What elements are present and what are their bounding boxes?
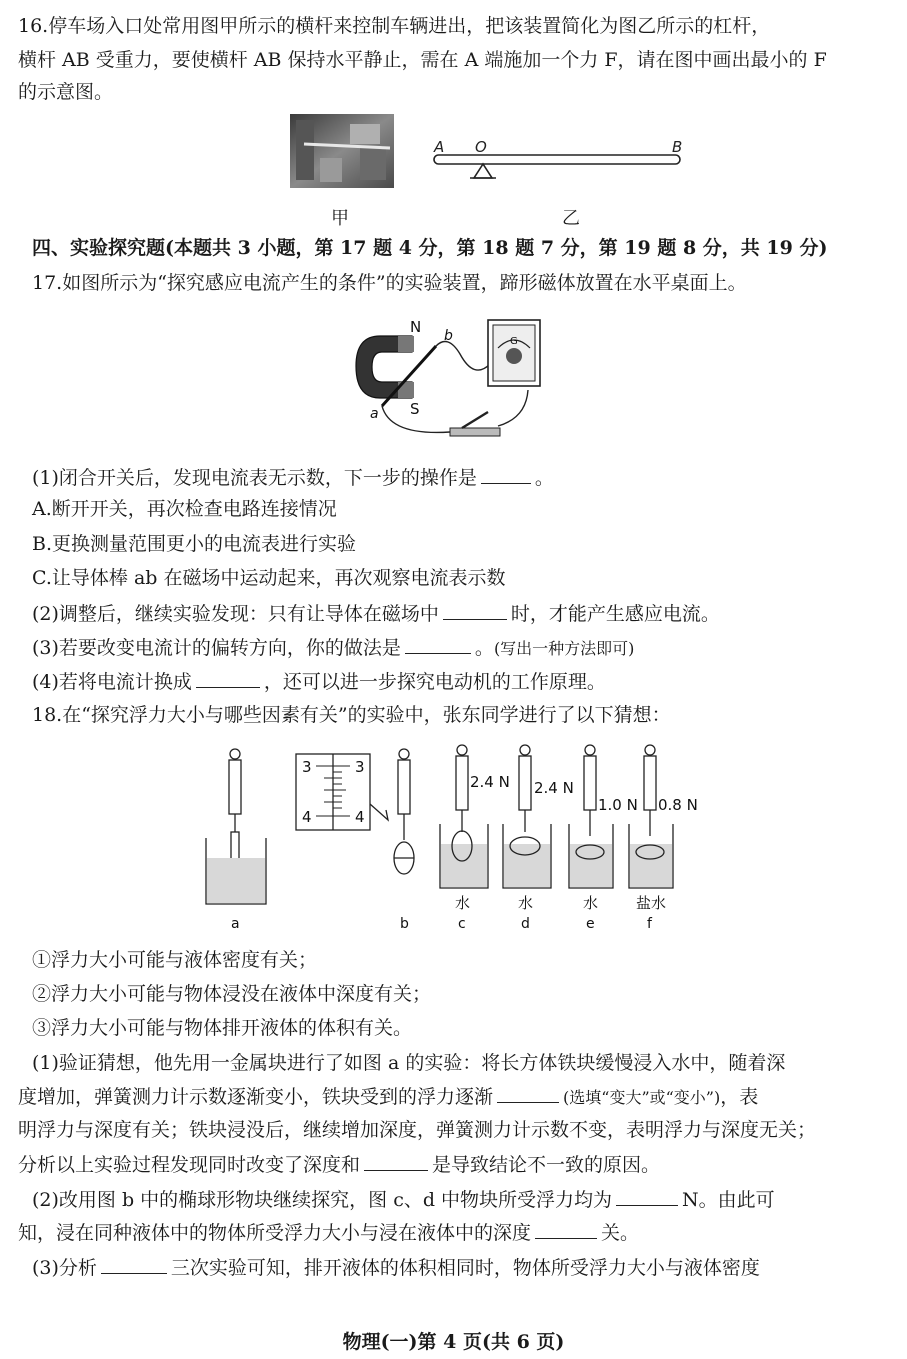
label-a: A [434,138,445,156]
liquid-c: 水 [455,894,471,912]
label-fig-a: a [231,916,240,932]
fig-s-pole: S [410,400,420,418]
q17-stem: 17.如图所示为“探究感应电流产生的条件”的实验装置，蹄形磁体放置在水平桌面上。 [32,272,747,294]
q18-part2-line1: (2)改用图 b 中的椭球形物块继续探究，图 c、d 中物块所受浮力均为 N。由此可 [32,1189,775,1211]
answer-blank[interactable] [196,669,260,688]
answer-blank[interactable] [616,1187,678,1206]
q17-option-a: A.断开开关，再次检查电路连接情况 [32,498,337,520]
label-fig-d: d [521,916,530,932]
answer-blank[interactable] [535,1220,597,1239]
q18-stem: 18.在“探究浮力大小与哪些因素有关”的实验中，张东同学进行了以下猜想： [32,704,671,726]
section-heading: 四、实验探究题(本题共 3 小题，第 17 题 4 分，第 18 题 7 分，第 19 题 8 分，共 19 分) [32,237,828,259]
guess-1: ①浮力大小可能与液体密度有关； [32,949,318,971]
q16-line-1: 16.停车场入口处常用图甲所示的横杆来控制车辆进出，把该装置简化为图乙所示的杠杆， [18,15,771,37]
answer-blank[interactable] [481,465,531,484]
caption-jia: 甲 [331,208,349,229]
q18-part2-line2: 知，浸在同种液体中的物体所受浮力大小与浸在液体中的深度 关。 [18,1222,640,1244]
q17-part4: (4)若将电流计换成 ，还可以进一步探究电动机的工作原理。 [32,671,606,693]
label-o: O [475,138,487,156]
fig-g-label: G [510,336,518,347]
reading-e: 1.0 N [598,796,638,814]
liquid-d: 水 [518,894,534,912]
q18-part3: (3)分析 三次实验可知，排开液体的体积相同时，物体所受浮力大小与液体密度 [32,1257,760,1279]
q18-part1-line4: 分析以上实验过程发现同时改变了深度和 是导致结论不一致的原因。 [18,1154,661,1176]
q18-part1-line2: 度增加，弹簧测力计示数逐渐变小，铁块受到的浮力逐渐 (选填“变大”或“变小”)，表 [18,1086,759,1108]
q17-option-b: B.更换测量范围更小的电流表进行实验 [32,533,357,555]
fig-n-pole: N [410,318,422,336]
q17-option-c: C.让导体棒 ab 在磁场中运动起来，再次观察电流表示数 [32,567,506,589]
barrier-photo [290,114,394,188]
label-fig-c: c [458,916,466,932]
reading-f: 0.8 N [658,796,698,814]
guess-3: ③浮力大小可能与物体排开液体的体积有关。 [32,1017,413,1039]
scale-mark-3-right: 3 [355,758,365,776]
q17-part1: (1)闭合开关后，发现电流表无示数，下一步的操作是 。 [32,467,554,489]
label-fig-b: b [400,916,409,932]
page-footer: 物理(一)第 4 页(共 6 页) [342,1331,565,1353]
q18-part1-line3: 明浮力与深度有关；铁块浸没后，继续增加深度，弹簧测力计示数不变，表明浮力与深度无关； [18,1119,817,1141]
answer-blank[interactable] [101,1255,167,1274]
lever-diagram [428,138,690,190]
scale-mark-4-left: 4 [302,808,312,826]
liquid-f: 盐水 [636,894,667,912]
fig-a-label: a [370,406,379,422]
answer-blank[interactable] [405,635,471,654]
induction-apparatus-figure [350,314,550,446]
reading-c: 2.4 N [470,773,510,791]
q16-line-3: 的示意图。 [18,81,114,103]
q16-line-2: 横杆 AB 受重力，要使横杆 AB 保持水平静止，需在 A 端施加一个力 F，请在图中画出最小的 F [18,49,827,71]
guess-2: ②浮力大小可能与物体浸没在液体中深度有关； [32,983,432,1005]
q18-part1-line1: (1)验证猜想，他先用一金属块进行了如图 a 的实验：将长方体铁块缓慢浸入水中，随着深 [32,1052,786,1074]
label-fig-e: e [586,916,595,932]
answer-blank[interactable] [364,1152,428,1171]
label-b: B [672,138,683,156]
fig-b-label: b [444,328,453,344]
answer-blank[interactable] [497,1084,559,1103]
label-fig-f: f [647,916,652,932]
reading-d: 2.4 N [534,779,574,797]
scale-mark-4-right: 4 [355,808,365,826]
buoyancy-experiment-figure [200,740,720,936]
scale-mark-3-left: 3 [302,758,312,776]
q17-part3: (3)若要改变电流计的偏转方向，你的做法是 。(写出一种方法即可) [32,637,635,659]
q17-part2: (2)调整后，继续实验发现：只有让导体在磁场中 时，才能产生感应电流。 [32,603,720,625]
caption-yi: 乙 [562,208,580,229]
answer-blank[interactable] [443,601,507,620]
liquid-e: 水 [583,894,599,912]
